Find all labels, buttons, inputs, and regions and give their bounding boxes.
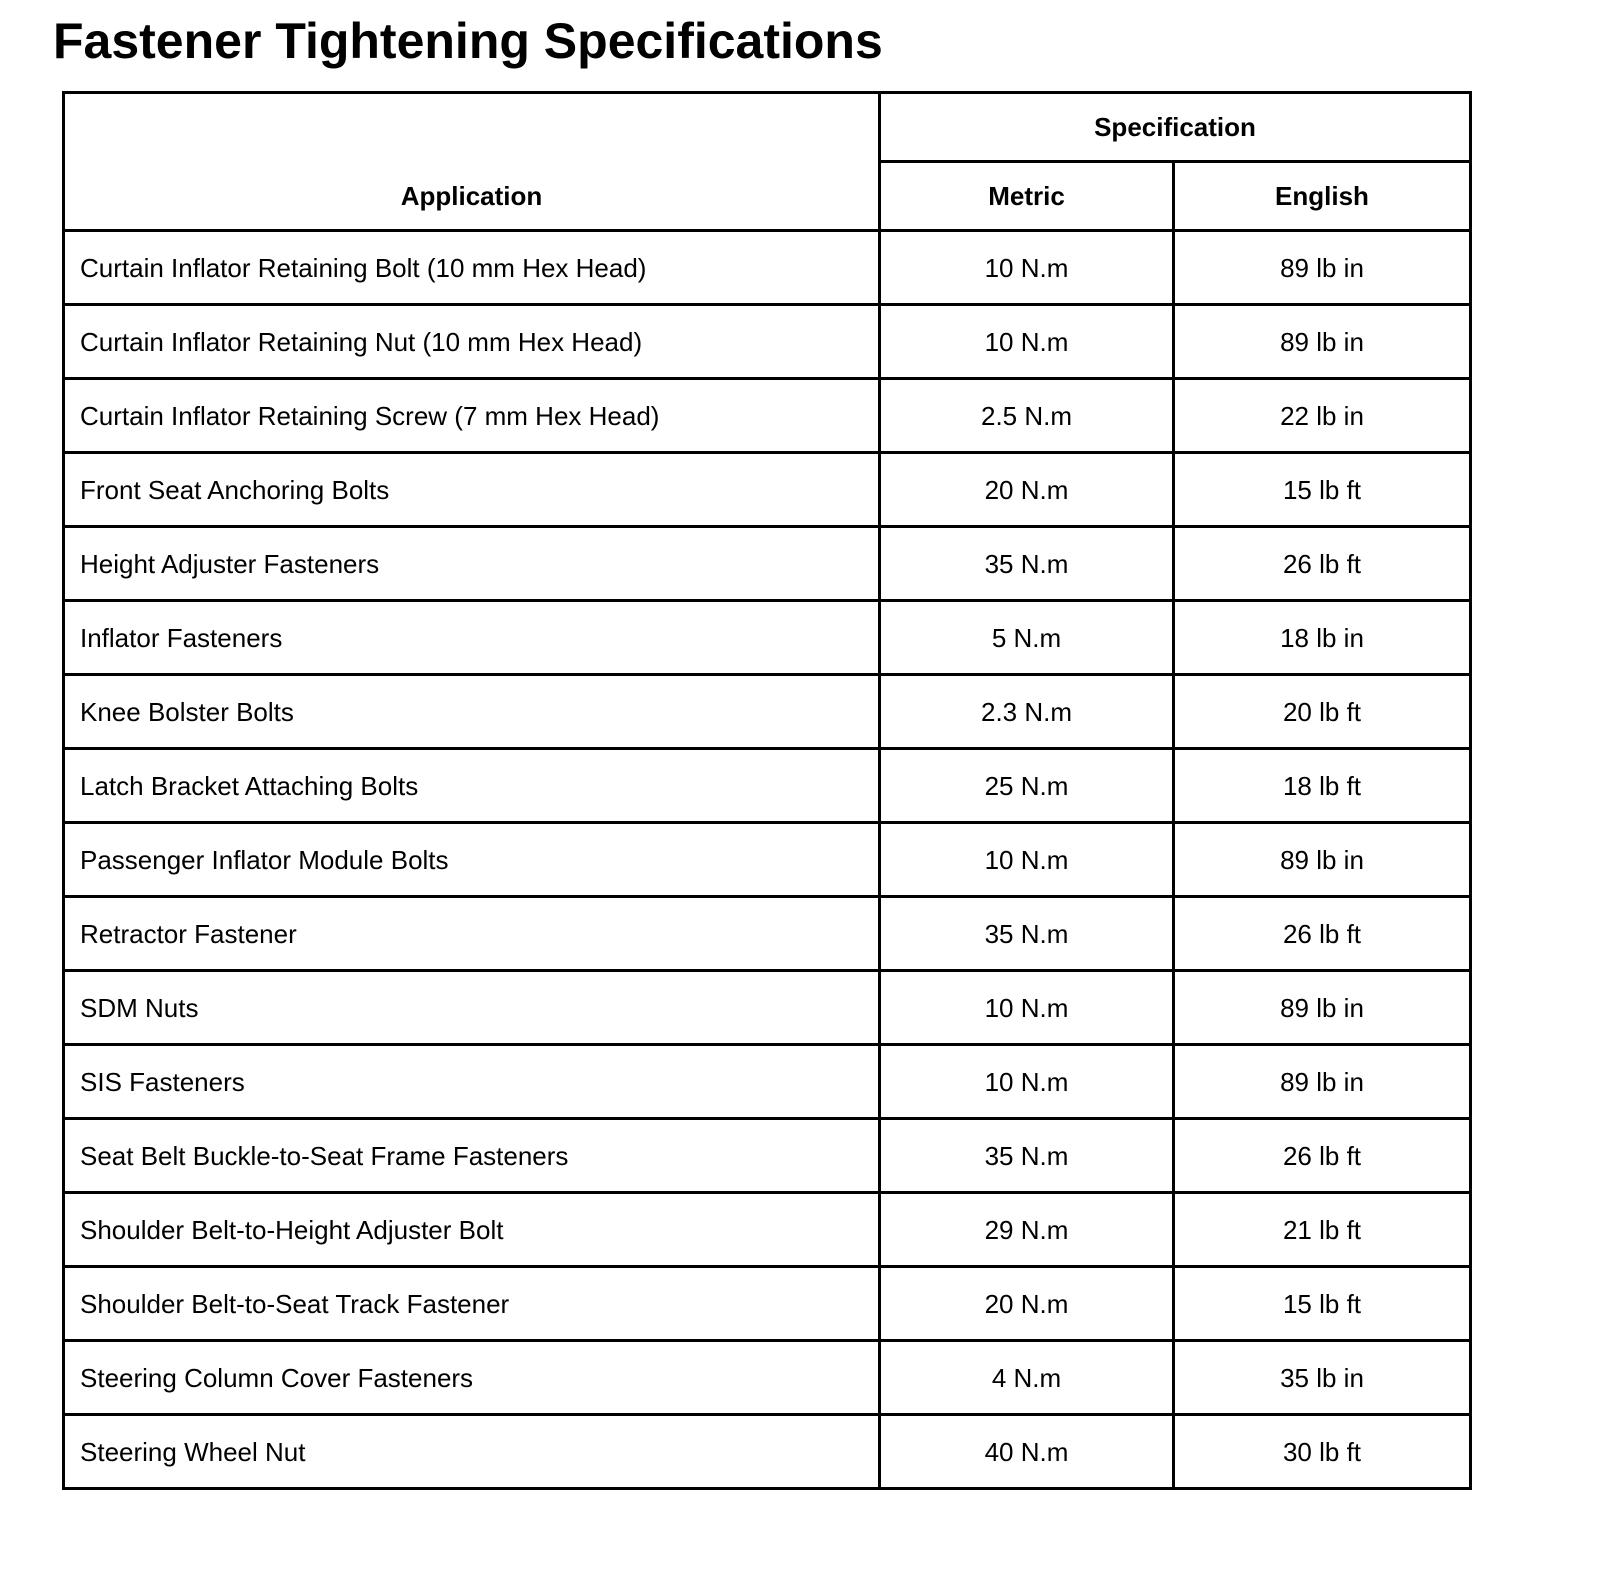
english-cell: 15 lb ft [1174,453,1471,527]
application-cell: Passenger Inflator Module Bolts [64,823,880,897]
table-row [64,971,1471,1045]
english-cell: 35 lb in [1174,1341,1471,1415]
application-cell: Front Seat Anchoring Bolts [64,453,880,527]
header-english: English [1174,162,1471,231]
application-cell: Steering Column Cover Fasteners [64,1341,880,1415]
header-row-top [64,93,1471,162]
metric-cell: 35 N.m [880,1119,1174,1193]
fastener-spec-table [62,91,1472,1490]
application-cell: Curtain Inflator Retaining Screw (7 mm Hex Head) [64,379,880,453]
table-row [64,897,1471,971]
table-row [64,1415,1471,1489]
page-title: Fastener Tightening Specifications [53,13,883,69]
metric-cell: 10 N.m [880,231,1174,305]
english-cell: 89 lb in [1174,305,1471,379]
metric-cell: 10 N.m [880,823,1174,897]
table-row [64,1341,1471,1415]
application-cell: Height Adjuster Fasteners [64,527,880,601]
metric-cell: 2.3 N.m [880,675,1174,749]
application-cell: Seat Belt Buckle-to-Seat Frame Fasteners [64,1119,880,1193]
application-cell: SIS Fasteners [64,1045,880,1119]
table-row [64,675,1471,749]
metric-cell: 20 N.m [880,453,1174,527]
application-cell: Curtain Inflator Retaining Bolt (10 mm Hex Head) [64,231,880,305]
english-cell: 20 lb ft [1174,675,1471,749]
table-row [64,1119,1471,1193]
metric-cell: 25 N.m [880,749,1174,823]
table-row [64,527,1471,601]
table-row [64,1045,1471,1119]
application-cell: Steering Wheel Nut [64,1415,880,1489]
application-cell: Inflator Fasteners [64,601,880,675]
english-cell: 89 lb in [1174,971,1471,1045]
english-cell: 26 lb ft [1174,897,1471,971]
header-application: Application [64,93,880,231]
table-header [64,93,1471,231]
metric-cell: 2.5 N.m [880,379,1174,453]
application-cell: Knee Bolster Bolts [64,675,880,749]
table-row [64,305,1471,379]
english-cell: 22 lb in [1174,379,1471,453]
metric-cell: 4 N.m [880,1341,1174,1415]
english-cell: 26 lb ft [1174,527,1471,601]
table-row [64,601,1471,675]
application-cell: SDM Nuts [64,971,880,1045]
application-cell: Retractor Fastener [64,897,880,971]
table-row [64,749,1471,823]
table-body [64,231,1471,1489]
header-specification: Specification [880,93,1471,162]
application-cell: Shoulder Belt-to-Seat Track Fastener [64,1267,880,1341]
table-row [64,823,1471,897]
application-cell: Latch Bracket Attaching Bolts [64,749,880,823]
english-cell: 18 lb ft [1174,749,1471,823]
metric-cell: 35 N.m [880,897,1174,971]
english-cell: 89 lb in [1174,231,1471,305]
metric-cell: 10 N.m [880,971,1174,1045]
table-row [64,379,1471,453]
application-cell: Shoulder Belt-to-Height Adjuster Bolt [64,1193,880,1267]
english-cell: 89 lb in [1174,823,1471,897]
table-row [64,1193,1471,1267]
metric-cell: 29 N.m [880,1193,1174,1267]
table-row [64,1267,1471,1341]
table-row [64,231,1471,305]
metric-cell: 10 N.m [880,305,1174,379]
english-cell: 26 lb ft [1174,1119,1471,1193]
application-cell: Curtain Inflator Retaining Nut (10 mm Hex Head) [64,305,880,379]
metric-cell: 35 N.m [880,527,1174,601]
metric-cell: 40 N.m [880,1415,1174,1489]
metric-cell: 5 N.m [880,601,1174,675]
table-row [64,453,1471,527]
metric-cell: 10 N.m [880,1045,1174,1119]
metric-cell: 20 N.m [880,1267,1174,1341]
english-cell: 30 lb ft [1174,1415,1471,1489]
header-metric: Metric [880,162,1174,231]
english-cell: 15 lb ft [1174,1267,1471,1341]
english-cell: 18 lb in [1174,601,1471,675]
english-cell: 21 lb ft [1174,1193,1471,1267]
english-cell: 89 lb in [1174,1045,1471,1119]
